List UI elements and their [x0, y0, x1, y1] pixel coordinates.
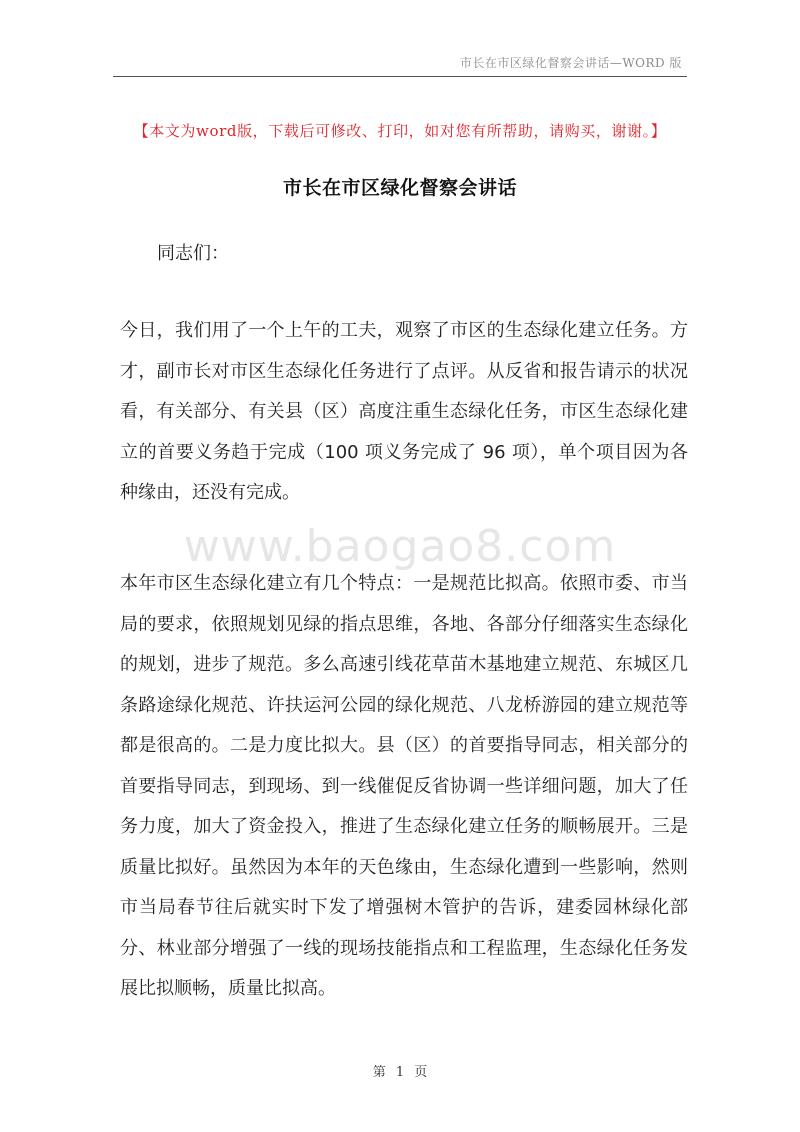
running-header: 市长在市区绿化督察会讲话—WORD 版	[459, 56, 682, 70]
footer-prefix: 第	[372, 1065, 386, 1080]
body-paragraph-2: 本年市区生态绿化建立有几个特点：一是规范比拟高。依照市委、市当局的要求，依照规划见绿的指点思维，各地、各部分仔细落实生态绿化的规划，进步了规范。多么高速引线花草苗木基地建立规范、东城区几条路途绿化规范、许扶运河公园的绿化规范、八龙桥游园的建立规范等都是很高的。二是力度比拟大。县（区）的首要指导同志，相关部分的首要指导同志，到现场、到一线催促反省协调一些详细问题，加大了任务力度，加大了资金投入，推进了生态绿化建立任务的顺畅展开。三是质量比拟好。虽然因为本年的天色缘由，生态绿化遭到一些影响，然则市当局春节往后就实时下发了增强树木管护的告诉，建委园林绿化部分、林业部分增强了一线的现场技能指点和工程监理，生态绿化任务发展比拟顺畅，质量比拟高。	[120, 573, 688, 999]
footer-suffix: 页	[414, 1065, 428, 1080]
watermark: www.baogao8.com	[183, 521, 617, 572]
body-paragraph-1: 今日，我们用了一个上午的工夫，观察了市区的生态绿化建立任务。方才，副市长对市区生态绿化任务进行了点评。从反省和报告请示的状况看，有关部分、有关县（区）高度注重生态绿化任务，市区生态绿化建立的首要义务趋于完成（100 项义务完成了 96 项），单个项目因为各种缘由，还没有完成。	[120, 320, 688, 503]
header-divider	[113, 76, 687, 77]
page-number: 1	[395, 1065, 405, 1080]
document-title: 市长在市区绿化督察会讲话	[282, 177, 517, 199]
page-footer	[0, 1061, 800, 1080]
download-notice: 【本文为word版，下载后可修改、打印，如对您有所帮助，请购买，谢谢。】	[133, 122, 667, 140]
salutation: 同志们：	[157, 243, 229, 264]
